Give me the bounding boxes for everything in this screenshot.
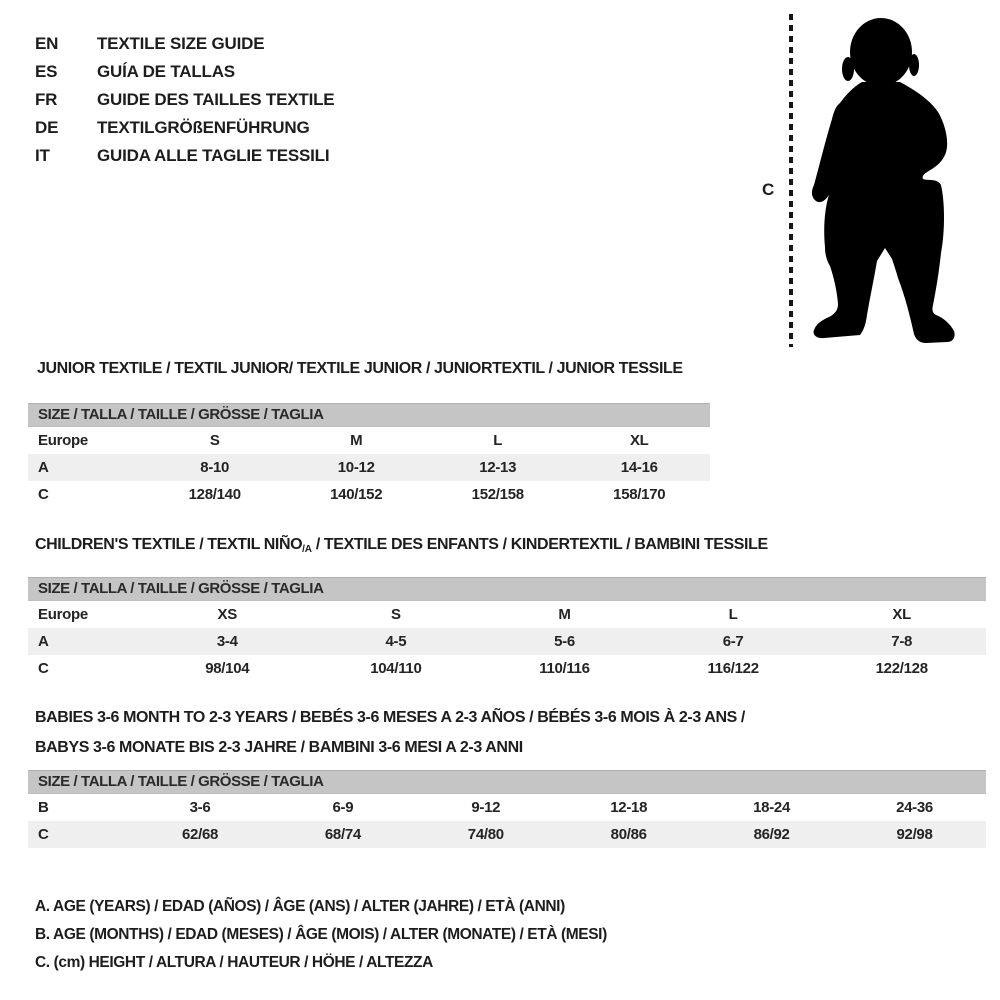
- table-cell: 6-7: [722, 633, 744, 650]
- row-label: Europe: [38, 432, 88, 449]
- row-label: C: [38, 826, 49, 843]
- table-cell: L: [493, 432, 503, 449]
- language-item: [35, 86, 334, 114]
- table-cell: 9-12: [471, 799, 501, 816]
- table-cell: XL: [892, 606, 911, 623]
- footnote-line: A. AGE (YEARS) / EDAD (AÑOS) / ÂGE (ANS) / ALTER (JAHRE) / ETÀ (ANNI): [35, 898, 565, 915]
- table-row: [28, 794, 986, 821]
- table-cell: 152/158: [471, 486, 524, 503]
- table-cell: 4-5: [385, 633, 407, 650]
- babies-table-title: [35, 703, 745, 763]
- language-item: [35, 30, 334, 58]
- children-table-title: [35, 536, 768, 555]
- table-cell: 140/152: [330, 486, 383, 503]
- table-cell: L: [728, 606, 738, 623]
- language-code: FR: [35, 90, 58, 109]
- language-title: TEXTILE SIZE GUIDE: [97, 34, 265, 53]
- language-item: [35, 58, 334, 86]
- table-cell: S: [391, 606, 401, 623]
- row-label: C: [38, 660, 49, 677]
- table-row: [28, 821, 986, 848]
- language-code: EN: [35, 34, 59, 53]
- height-marker-label: C: [762, 180, 775, 199]
- table-cell: 68/74: [324, 826, 361, 843]
- language-title: TEXTILGRÖßENFÜHRUNG: [97, 118, 310, 137]
- table-cell: 122/128: [875, 660, 928, 677]
- language-item: [35, 142, 334, 170]
- language-code: IT: [35, 146, 50, 165]
- junior-size-table: [28, 403, 710, 508]
- babies-size-table: [28, 770, 986, 848]
- table-cell: 128/140: [188, 486, 241, 503]
- table-cell: 3-4: [216, 633, 238, 650]
- table-cell: M: [558, 606, 571, 623]
- table-row: [28, 427, 710, 454]
- table-cell: 10-12: [337, 459, 375, 476]
- size-table: [28, 427, 710, 508]
- children-title-rest: / TEXTILE DES ENFANTS / KINDERTEXTIL / BAMBINI TESSILE: [311, 536, 768, 553]
- row-label: C: [38, 486, 49, 503]
- children-title-main: CHILDREN'S TEXTILE / TEXTIL NIÑO: [35, 536, 303, 553]
- language-code: DE: [35, 118, 59, 137]
- table-size-header: SIZE / TALLA / TAILLE / GRÖSSE / TAGLIA: [28, 577, 986, 601]
- table-cell: 116/122: [707, 660, 759, 677]
- size-table: [28, 601, 986, 682]
- row-label: A: [38, 459, 49, 476]
- table-cell: XL: [629, 432, 649, 449]
- table-cell: 3-6: [189, 799, 211, 816]
- table-row: [28, 601, 986, 628]
- table-row: [28, 655, 986, 682]
- junior-table-title: JUNIOR TEXTILE / TEXTIL JUNIOR/ TEXTILE JUNIOR / JUNIORTEXTIL / JUNIOR TESSILE: [37, 360, 683, 377]
- table-cell: XS: [217, 606, 237, 623]
- table-cell: 12-18: [610, 799, 648, 816]
- babies-title-line2: BABYS 3-6 MONATE BIS 2-3 JAHRE / BAMBINI 3-6 MESI A 2-3 ANNI: [35, 739, 523, 756]
- row-label: B: [38, 799, 49, 816]
- table-row: [28, 454, 710, 481]
- table-cell: 104/110: [370, 660, 422, 677]
- children-title-subscript: /A: [302, 544, 312, 555]
- table-cell: 80/86: [610, 826, 647, 843]
- footnote-line: C. (cm) HEIGHT / ALTURA / HAUTEUR / HÖHE / ALTEZZA: [35, 954, 433, 971]
- footnote-line: B. AGE (MONTHS) / EDAD (MESES) / ÂGE (MOIS) / ALTER (MONATE) / ETÀ (MESI): [35, 926, 607, 943]
- height-marker-line: [789, 14, 793, 347]
- table-size-header: SIZE / TALLA / TAILLE / GRÖSSE / TAGLIA: [28, 403, 710, 427]
- language-title: GUÍA DE TALLAS: [97, 62, 235, 81]
- table-cell: 8-10: [200, 459, 230, 476]
- row-label: A: [38, 633, 49, 650]
- footnotes: [35, 893, 607, 977]
- language-title: GUIDE DES TAILLES TEXTILE: [97, 90, 335, 109]
- table-cell: 24-36: [896, 799, 933, 816]
- table-cell: 86/92: [753, 826, 790, 843]
- size-table: [28, 794, 986, 848]
- table-row: [28, 481, 710, 508]
- language-code: ES: [35, 62, 58, 81]
- table-cell: 74/80: [467, 826, 504, 843]
- table-cell: 62/68: [182, 826, 219, 843]
- table-cell: 18-24: [753, 799, 791, 816]
- table-cell: 6-9: [332, 799, 354, 816]
- table-cell: 92/98: [896, 826, 933, 843]
- language-title: GUIDA ALLE TAGLIE TESSILI: [97, 146, 330, 165]
- babies-title-line1: BABIES 3-6 MONTH TO 2-3 YEARS / BEBÉS 3-6 MESES A 2-3 AÑOS / BÉBÉS 3-6 MOIS À 2-3 ANS /: [35, 709, 745, 726]
- language-list: [35, 30, 334, 170]
- row-label: Europe: [38, 606, 88, 623]
- table-cell: 98/104: [205, 660, 250, 677]
- table-cell: 7-8: [891, 633, 913, 650]
- table-cell: 110/116: [539, 660, 590, 677]
- table-cell: 158/170: [613, 486, 666, 503]
- table-cell: 5-6: [554, 633, 575, 650]
- table-row: [28, 628, 986, 655]
- children-size-table: [28, 577, 986, 682]
- toddler-silhouette-icon: [795, 10, 970, 350]
- table-cell: M: [350, 432, 363, 449]
- table-cell: S: [209, 432, 220, 449]
- table-cell: 12-13: [479, 459, 517, 476]
- table-cell: 14-16: [620, 459, 658, 476]
- table-size-header: SIZE / TALLA / TAILLE / GRÖSSE / TAGLIA: [28, 770, 986, 794]
- language-item: [35, 114, 334, 142]
